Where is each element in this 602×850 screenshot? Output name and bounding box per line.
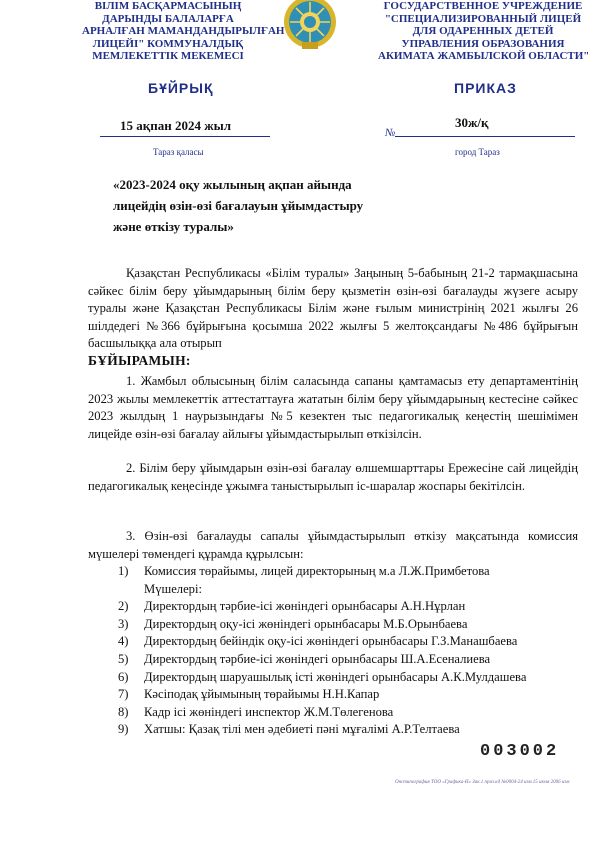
list-item-text: Директордың бейіндік оқу-ісі жөніндегі орынбасары Г.З.Манашбаева xyxy=(144,634,518,649)
list-item-text: Хатшы: Қазақ тілі мен әдебиеті пәні мұғалімі А.Р.Телтаева xyxy=(144,722,460,737)
list-item-number: 8) xyxy=(118,704,129,719)
header-ru-line-1: ГОСУДАРСТВЕННОЕ УЧРЕЖДЕНИЕ xyxy=(383,0,583,12)
header-kz-line-4: ЛИЦЕЙІ" КОММУНАЛДЫҚ xyxy=(92,37,244,50)
order-subject xyxy=(113,174,413,237)
point-1-paragraph: 1. Жамбыл облысының білім саласында сапаны қамтамасыз ету департаментінің 2023 жылы мемлекеттік аттестаттауға жататын білім беру ұйымдарының кестесіне сәйкес 2023 жылдың 1 наурызындағы №5 кезектен тыс педагогикалық кеңестің шешімімен лицейде өзін-өзі бағалау айлығы ұйымдастырылып өткізілсін. xyxy=(88,374,578,441)
header-kz-line-1: ВІЛІМ БАСҚАРМАСЫНЫҢ xyxy=(94,0,242,12)
commission-members-list xyxy=(118,563,578,739)
list-item xyxy=(118,633,578,651)
subject-line-2: лицейдің өзін-өзі бағалауын ұйымдастыру xyxy=(113,198,364,213)
list-item xyxy=(118,669,578,687)
list-item xyxy=(118,581,578,599)
printer-note: Онстипография ТОО «Графика-Н» Зак.1 приз.кд №0004-24 изм.15 июля 2006 изм xyxy=(395,780,570,785)
subject-line-3: және өткізу туралы» xyxy=(113,219,234,234)
list-item-number: 1) xyxy=(118,564,129,578)
list-item xyxy=(118,686,578,704)
header-kz-line-3: АРНАЛҒАН МАМАНДАНДЫРЫЛҒАН xyxy=(82,25,285,37)
date-underline xyxy=(100,136,270,137)
list-item-number: 2) xyxy=(118,599,129,614)
header-kz-line-2: ДАРЫНДЫ БАЛАЛАРҒА xyxy=(102,12,234,25)
list-item xyxy=(118,721,578,739)
list-item-number: 4) xyxy=(118,634,129,649)
list-item xyxy=(118,704,578,722)
list-item-number: 5) xyxy=(118,651,129,666)
list-item-text: Директордың оқу-ісі жөніндегі орынбасары М.Б.Орынбаева xyxy=(144,616,468,631)
list-item-text: Мүшелері: xyxy=(144,581,202,596)
list-item-text: Директордың тәрбие-ісі жөніндегі орынбасары Ш.А.Есеналиева xyxy=(144,651,491,666)
list-item-text: Директордың тәрбие-ісі жөніндегі орынбасары А.Н.Нұрлан xyxy=(144,599,466,614)
preamble-paragraph: Қазақстан Республикасы «Білім туралы» Заңының 5-бабының 21-2 тармақшасына сәйкес білім беру ұйымдарының білім беру қызметін өзін-өзі бағалауды жүзеге асыру туралы және Қазақстан Республикасы Білім және ғылым министрінің 2021 жылғы 26 шілдедегі №366 бұйрығына қосымша 2022 жылғы 5 желтоқсандағы №486 бұйрығын басшылыққа ала отырып xyxy=(88,266,578,351)
number-underline xyxy=(395,136,575,137)
order-title-ru: ПРИКАЗ xyxy=(454,80,517,96)
header-kz-line-5: МЕМЛЕКЕТТІК МЕКЕМЕСІ xyxy=(92,50,244,62)
list-item-text: Комиссия төрайымы, лицей директорының м.а Л.Ж.Примбетова xyxy=(144,564,490,578)
city-ru: город Тараз xyxy=(455,147,500,157)
list-item-text: Директордың шаруашылық істі жөніндегі орынбасары А.К.Мулдашева xyxy=(144,669,527,684)
decree-heading: БҰЙЫРАМЫН: xyxy=(88,353,191,368)
number-sign: № xyxy=(385,127,396,139)
list-item-number: 3) xyxy=(118,616,129,631)
list-item-number: 7) xyxy=(118,687,129,702)
state-emblem-icon xyxy=(283,0,337,54)
subject-line-1: «2023-2024 оқу жылының ақпан айында xyxy=(113,177,352,192)
point-2-paragraph: 2. Білім беру ұйымдарын өзін-өзі бағалау өлшемшарттары Ережесіне сай лицейдің педагогикалық кеңесінде ұжымға таныстырылып іс-шаралар жоспары бекітілсін. xyxy=(88,461,578,493)
header-ru-line-2: "СПЕЦИАЛИЗИРОВАННЫЙ ЛИЦЕЙ xyxy=(384,12,582,25)
header-ru-institution xyxy=(378,0,588,63)
point-3-paragraph: 3. Өзін-өзі бағалауды сапалы ұйымдастырылып өткізу мақсатында комиссия мүшелері төмендегі құрамда құрылсын: xyxy=(88,529,578,561)
header-ru-line-5: АКИМАТА ЖАМБЫЛСКОЙ ОБЛАСТИ" xyxy=(378,50,590,62)
list-item xyxy=(118,563,578,581)
list-item xyxy=(118,616,578,634)
order-number: 30ж/қ xyxy=(455,115,489,130)
list-item-text: Кадр ісі жөніндегі инспектор Ж.М.Төлегенова xyxy=(144,704,394,719)
list-item-number: 9) xyxy=(118,722,129,737)
header-ru-line-4: УПРАВЛЕНИЯ ОБРАЗОВАНИЯ xyxy=(401,37,565,50)
header-ru-line-3: ДЛЯ ОДАРЕННЫХ ДЕТЕЙ xyxy=(412,25,554,37)
city-kz: Тараз қаласы xyxy=(153,147,204,157)
list-item xyxy=(118,651,578,669)
list-item xyxy=(118,598,578,616)
list-item-number: 6) xyxy=(118,669,129,684)
order-date: 15 ақпан 2024 жыл xyxy=(120,118,232,133)
list-item-text: Кәсіподақ ұйымының төрайымы Н.Н.Капар xyxy=(144,687,380,702)
serial-number: 003002 xyxy=(480,742,560,761)
order-title-kz: БҰЙРЫҚ xyxy=(148,80,214,96)
header-kz-institution xyxy=(82,0,285,63)
